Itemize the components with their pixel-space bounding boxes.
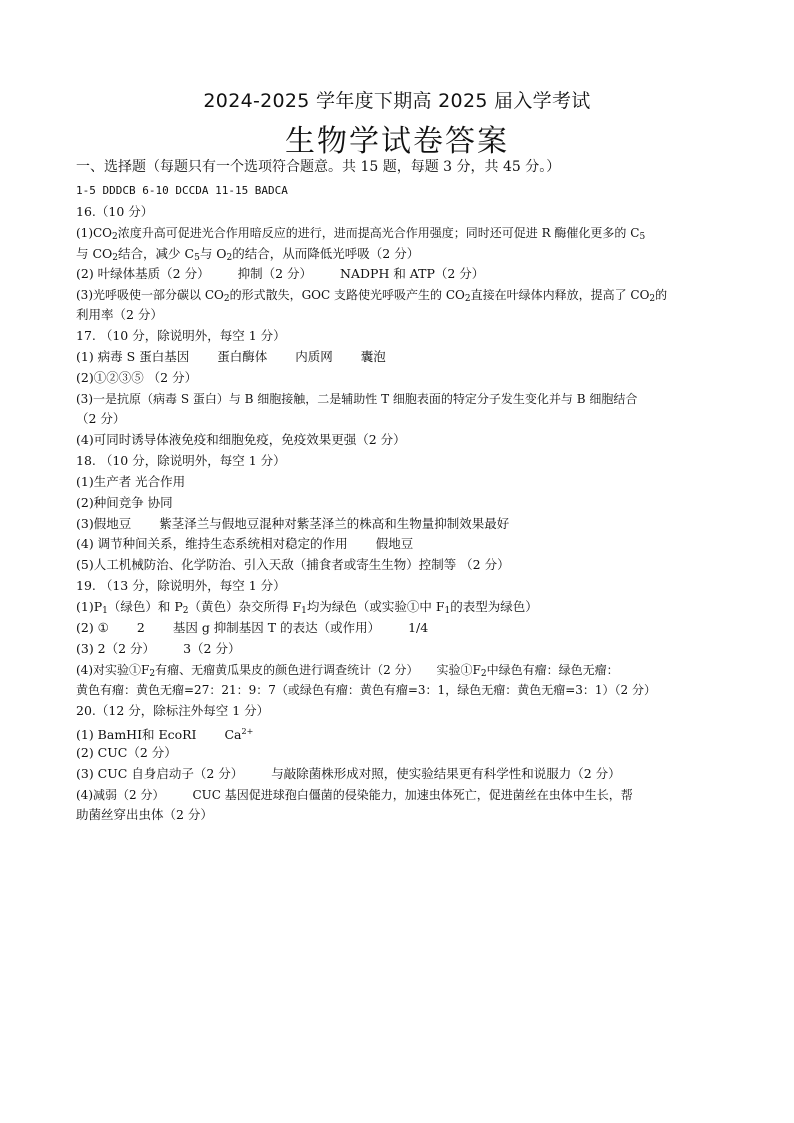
q17-answer-1: (1) 病毒 S 蛋白基因 蛋白酶体 内质网 囊泡 — [76, 349, 386, 364]
q20-heading: 20.（12 分，除标注外每空 1 分） — [76, 703, 270, 718]
q18-heading: 18. （10 分，除说明外，每空 1 分） — [76, 453, 286, 468]
q16-answer-2: (2) 叶绿体基质（2 分） 抑制（2 分） NADPH 和 ATP（2 分） — [76, 266, 485, 281]
q20-answer-3: (3) CUC 自身启动子（2 分） 与敲除菌株形成对照，使实验结果更有科学性和说服力（2 分） — [76, 766, 621, 781]
section-multiple-choice-heading: 一、选择题（每题只有一个选项符合题意。共 15 题，每题 3 分，共 45 分。） — [76, 159, 561, 175]
document-title: 生物学试卷答案 — [285, 124, 509, 159]
q17-answer-4: (4)可同时诱导体液免疫和细胞免疫，免疫效果更强（2 分） — [76, 432, 406, 447]
q16-answer-1-line2: 与 $CO_2$结合，减少 $C_5$与 $O_2$的结合，从而降低光呼吸（2 分） — [76, 246, 420, 263]
q16-heading: 16.（10 分） — [76, 204, 154, 219]
q16-answer-3-line2: 利用率（2 分） — [76, 307, 163, 322]
q19-answer-3: (3) 2（2 分） 3（2 分） — [76, 641, 241, 656]
q18-answer-2: (2)种间竞争 协同 — [76, 495, 173, 510]
q16-answer-1-line1: $(1)CO_2$浓度升高可促进光合作用暗反应的进行，进而提高光合作用强度；同时还可促进 R 酶催化更多的 $C_5$ — [76, 226, 646, 242]
q18-answer-4: (4) 调节种间关系，维持生态系统相对稳定的作用 假地豆 — [76, 536, 414, 551]
q17-heading: 17. （10 分，除说明外，每空 1 分） — [76, 328, 286, 343]
q17-answer-3-line1: (3)一是抗原（病毒 S 蛋白）与 B 细胞接触，二是辅助性 T 细胞表面的特定分子发生变化并与 B 细胞结合 — [76, 392, 638, 406]
q17-answer-3-line2: （2 分） — [76, 411, 126, 426]
q19-answer-4-line2: 黄色有瘤：黄色无瘤=27：21：9：7（或绿色有瘤：黄色有瘤=3：1，绿色无瘤：黄色无瘤=3：1）（2 分） — [76, 683, 656, 697]
q19-heading: 19. （13 分，除说明外，每空 1 分） — [76, 578, 286, 593]
q18-answer-1: (1)生产者 光合作用 — [76, 474, 186, 489]
q19-answer-1: $(1)P_1$（绿色）和 $P_2$（黄色）杂交所得 $F_1$均为绿色（或实验①中 $F_1$的表型为绿色） — [76, 599, 538, 616]
q16-answer-3-line1: (3)光呼吸使一部分碳以 $CO_2$的形式散失，GOC 支路使光呼吸产生的 $CO_2$直接在叶绿体内释放，提高了 $CO_2$的 — [76, 288, 668, 304]
q18-answer-3: (3)假地豆 紫茎泽兰与假地豆混种对紫茎泽兰的株高和生物量抑制效果最好 — [76, 516, 510, 531]
exam-title: 2024-2025 学年度下期高 2025 届入学考试 — [203, 90, 591, 112]
q19-answer-2: (2) ① 2 基因 g 抑制基因 T 的表达（或作用） 1/4 — [76, 620, 429, 635]
q20-answer-1: (1) BamHⅠ和 EcoRⅠ $Ca^{2+}$ — [76, 727, 254, 742]
q20-answer-2: (2) CUC（2 分） — [76, 745, 177, 760]
q18-answer-5: (5)人工机械防治、化学防治、引入天敌（捕食者或寄生生物）控制等 （2 分） — [76, 557, 510, 572]
q20-answer-4-line1: (4)减弱（2 分） CUC 基因促进球孢白僵菌的侵染能力，加速虫体死亡，促进菌丝在虫体中生长，帮 — [76, 788, 633, 802]
q17-answer-2: (2)①②③⑤ （2 分） — [76, 370, 198, 385]
q20-answer-4-line2: 助菌丝穿出虫体（2 分） — [76, 807, 213, 822]
q19-answer-4-line1: (4)对实验$①F_2$有瘤、无瘤黄瓜果皮的颜色进行调查统计（2 分） 实验$①F_2$中绿色有瘤：绿色无瘤： — [76, 663, 619, 679]
choice-answers: 1-5 DDDCB 6-10 DCCDA 11-15 BADCA — [76, 184, 288, 197]
